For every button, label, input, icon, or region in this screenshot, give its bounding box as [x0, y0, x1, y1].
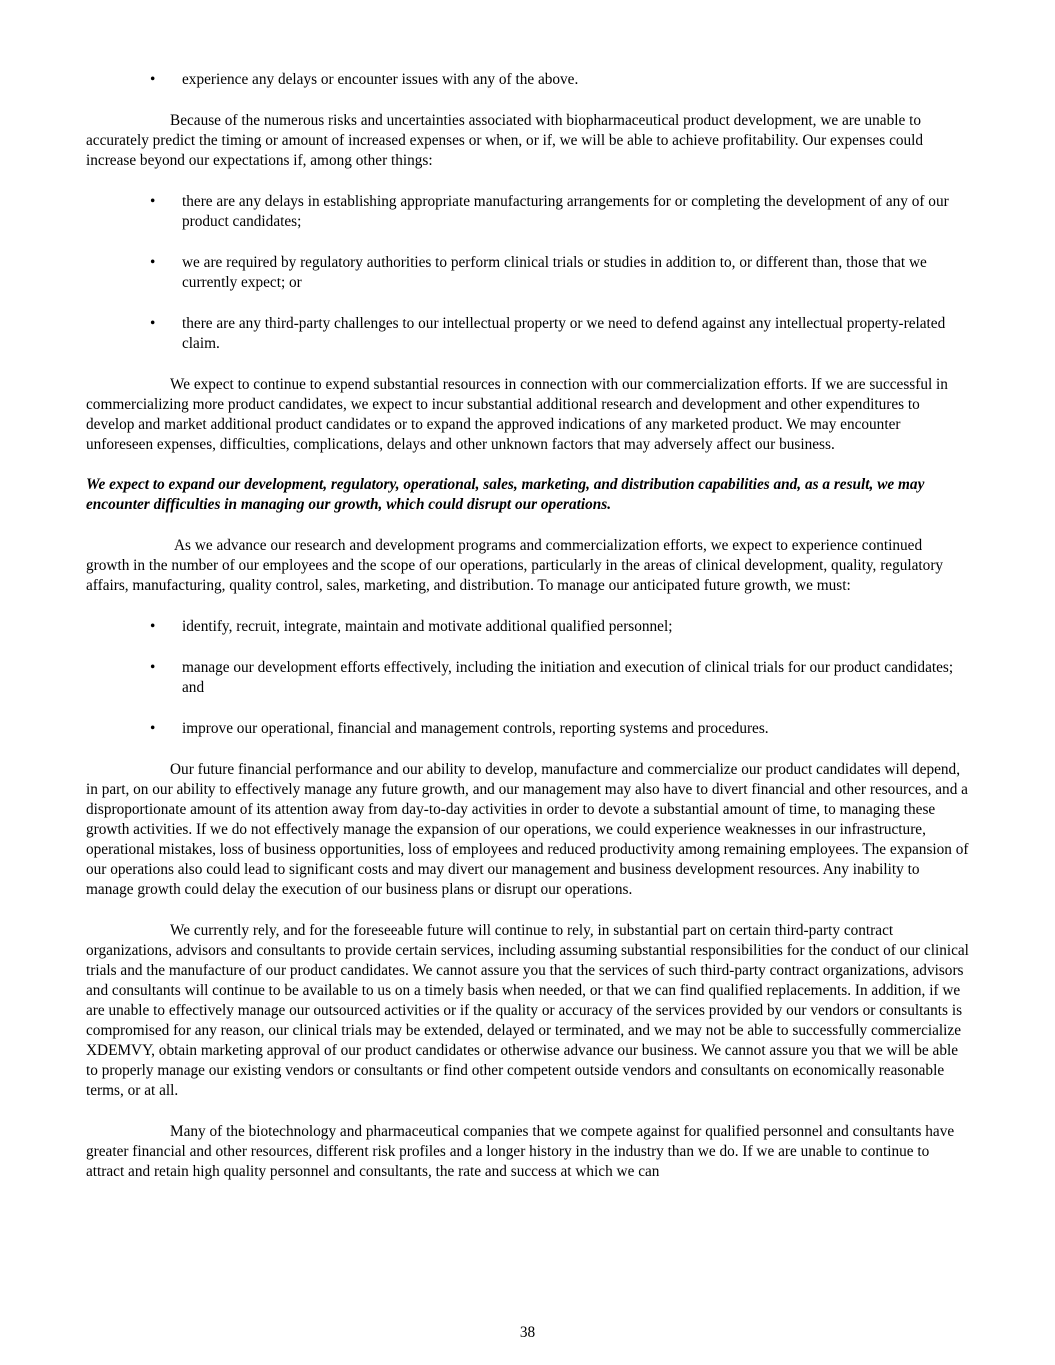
bullet-text: manage our development efforts effectively, including the initiation and execution of clinical trials for our product candidates; and — [182, 659, 954, 696]
paragraph: Our future financial performance and our ability to develop, manufacture and commercialize our product candidates will depend, in part, on our ability to effectively manage any future growth, and our management may also have to divert financial and other resources, and a disproportionate amount of its attention away from day-to-day activities in order to devote a substantial amount of time, to managing these growth activities. If we do not effectively manage the expansion of our operations, we could experience weaknesses in our infrastructure, operational mistakes, loss of business opportunities, loss of employees and reduced productivity among remaining employees. The expansion of our operations also could lead to significant costs and may divert our management and business development resources. Any inability to manage growth could delay the execution of our business plans or disrupt our operations. — [86, 761, 969, 898]
bullet-item — [86, 617, 969, 637]
bullet-item — [86, 192, 969, 232]
section-heading: We expect to expand our development, regulatory, operational, sales, marketing, and distribution capabilities and, as a result, we may encounter difficulties in managing our growth, which could disrupt our operations. — [86, 476, 925, 513]
bullet-icon: • — [150, 315, 156, 332]
page-number: 38 — [519, 1324, 536, 1341]
paragraph: We currently rely, and for the foreseeable future will continue to rely, in substantial part on certain third-party contract organizations, advisors and consultants to provide certain services, including assuming substantial responsibilities for the conduct of our clinical trials and the manufacture of our product candidates. We cannot assure you that the services of such third-party contract organizations, advisors and consultants will continue to be available to us on a timely basis when needed, or that we can find qualified replacements. In addition, if we are unable to effectively manage our outsourced activities or if the quality or accuracy of the services provided by our vendors or consultants is compromised for any reason, our clinical trials may be extended, delayed or terminated, and we may not be able to successfully commercialize XDEMVY, obtain marketing approval of our product candidates or otherwise advance our business. We cannot assure you that we will be able to properly manage our existing vendors or consultants or find other competent outside vendors and consultants on economically reasonable terms, or at all. — [86, 922, 969, 1099]
paragraph: Because of the numerous risks and uncertainties associated with biopharmaceutical product development, we are unable to accurately predict the timing or amount of increased expenses or when, or if, we will be able to achieve profitability. Our expenses could increase beyond our expectations if, among other things: — [86, 112, 924, 169]
bullet-text: identify, recruit, integrate, maintain and motivate additional qualified personnel; — [182, 618, 673, 635]
bullet-item — [86, 70, 969, 90]
bullet-text: improve our operational, financial and management controls, reporting systems and procedures. — [182, 720, 769, 737]
bullet-item — [86, 658, 969, 698]
bullet-icon: • — [150, 193, 156, 210]
bullet-item — [86, 314, 969, 354]
paragraph: Many of the biotechnology and pharmaceutical companies that we compete against for qualified personnel and consultants have greater financial and other resources, different risk profiles and a longer history in the industry than we do. If we are unable to continue to attract and retain high quality personnel and consultants, the rate and success at which we can — [86, 1123, 955, 1180]
document-body — [86, 70, 969, 1182]
paragraph: As we advance our research and development programs and commercialization efforts, we expect to experience continued growth in the number of our employees and the scope of our operations, particularly in the areas of clinical development, quality, regulatory affairs, manufacturing, quality control, sales, marketing, and distribution. To manage our anticipated future growth, we must: — [86, 537, 944, 594]
bullet-icon: • — [150, 618, 156, 635]
bullet-text: there are any third-party challenges to our intellectual property or we need to defend against any intellectual property-related claim. — [182, 315, 946, 352]
bullet-item — [86, 719, 969, 739]
bullet-text: we are required by regulatory authorities to perform clinical trials or studies in addition to, or different than, those that we currently expect; or — [182, 254, 927, 291]
bullet-icon: • — [150, 659, 156, 676]
bullet-icon: • — [150, 254, 156, 271]
bullet-icon: • — [150, 720, 156, 737]
bullet-text: there are any delays in establishing appropriate manufacturing arrangements for or completing the development of any of our product candidates; — [182, 193, 949, 230]
bullet-icon: • — [150, 71, 156, 88]
bullet-item — [86, 253, 969, 293]
bullet-text: experience any delays or encounter issues with any of the above. — [182, 71, 579, 88]
paragraph: We expect to continue to expend substantial resources in connection with our commercialization efforts. If we are successful in commercializing more product candidates, we expect to incur substantial additional research and development and other expenditures to develop and market additional product candidates or to expand the approved indications of any marketed product. We may encounter unforeseen expenses, difficulties, complications, delays and other unknown factors that may adversely affect our business. — [86, 376, 948, 453]
